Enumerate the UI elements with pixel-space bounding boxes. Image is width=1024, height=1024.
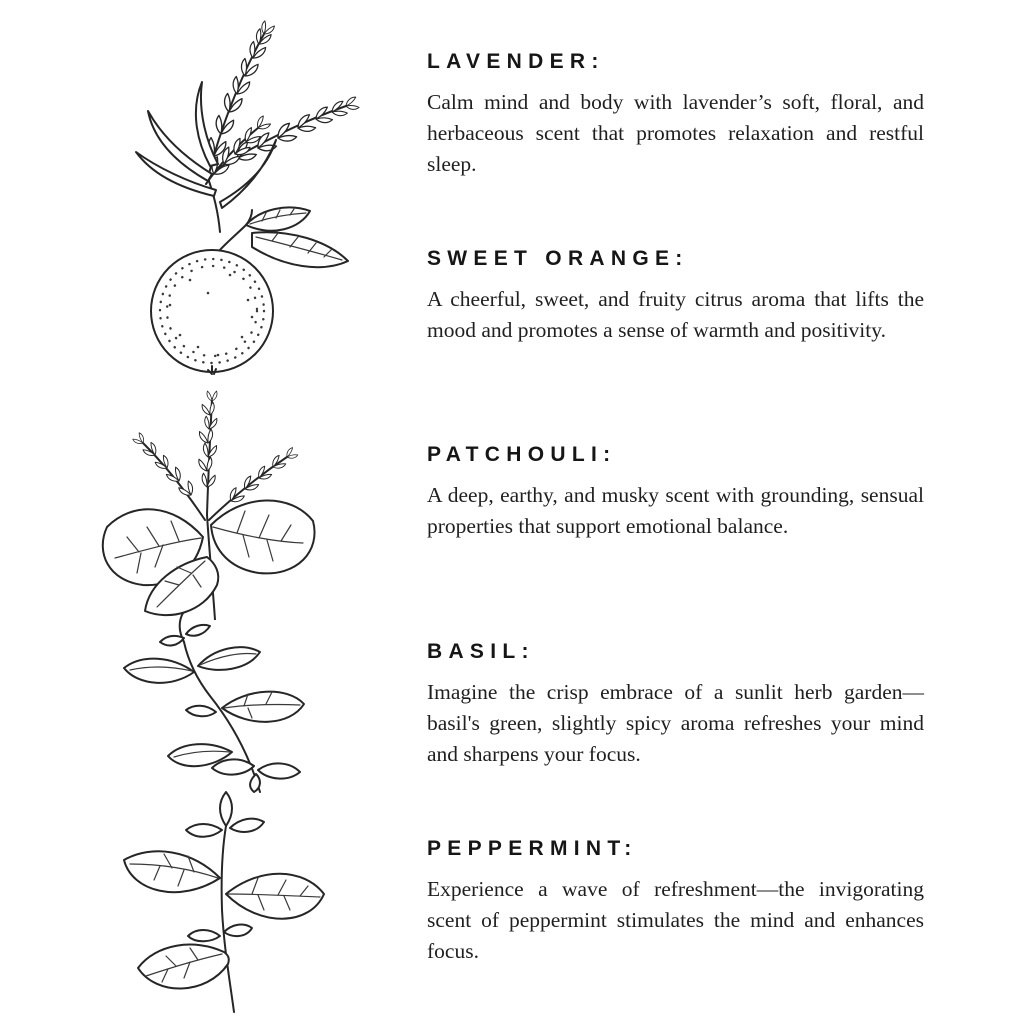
sweet-orange-heading: SWEET ORANGE:	[427, 247, 689, 270]
patchouli-description: A deep, earthy, and musky scent with grounding, sensual properties that support emotional balance.	[427, 483, 924, 538]
patchouli-illustration	[45, 385, 345, 620]
section-peppermint	[427, 837, 924, 967]
lavender-illustration	[68, 6, 368, 234]
lavender-heading: LAVENDER:	[427, 50, 605, 73]
peppermint-illustration	[72, 786, 342, 1014]
basil-description: Imagine the crisp embrace of a sunlit herb garden—basil's green, slightly spicy aroma refreshes your mind and sharpens your focus.	[427, 680, 924, 766]
section-patchouli	[427, 443, 924, 542]
basil-illustration	[82, 608, 342, 793]
section-lavender	[427, 50, 924, 180]
sweet-orange-description: A cheerful, sweet, and fruity citrus aroma that lifts the mood and promotes a sense of warmth and positivity.	[427, 287, 924, 342]
peppermint-heading: PEPPERMINT:	[427, 837, 638, 860]
peppermint-description: Experience a wave of refreshment—the invigorating scent of peppermint stimulates the mind and enhances focus.	[427, 877, 924, 963]
lavender-description: Calm mind and body with lavender’s soft, floral, and herbaceous scent that promotes relaxation and restful sleep.	[427, 90, 924, 176]
patchouli-heading: PATCHOULI:	[427, 443, 617, 466]
sweet-orange-illustration	[100, 205, 360, 380]
section-basil	[427, 640, 924, 770]
section-sweet-orange	[427, 247, 924, 346]
basil-heading: BASIL:	[427, 640, 535, 663]
